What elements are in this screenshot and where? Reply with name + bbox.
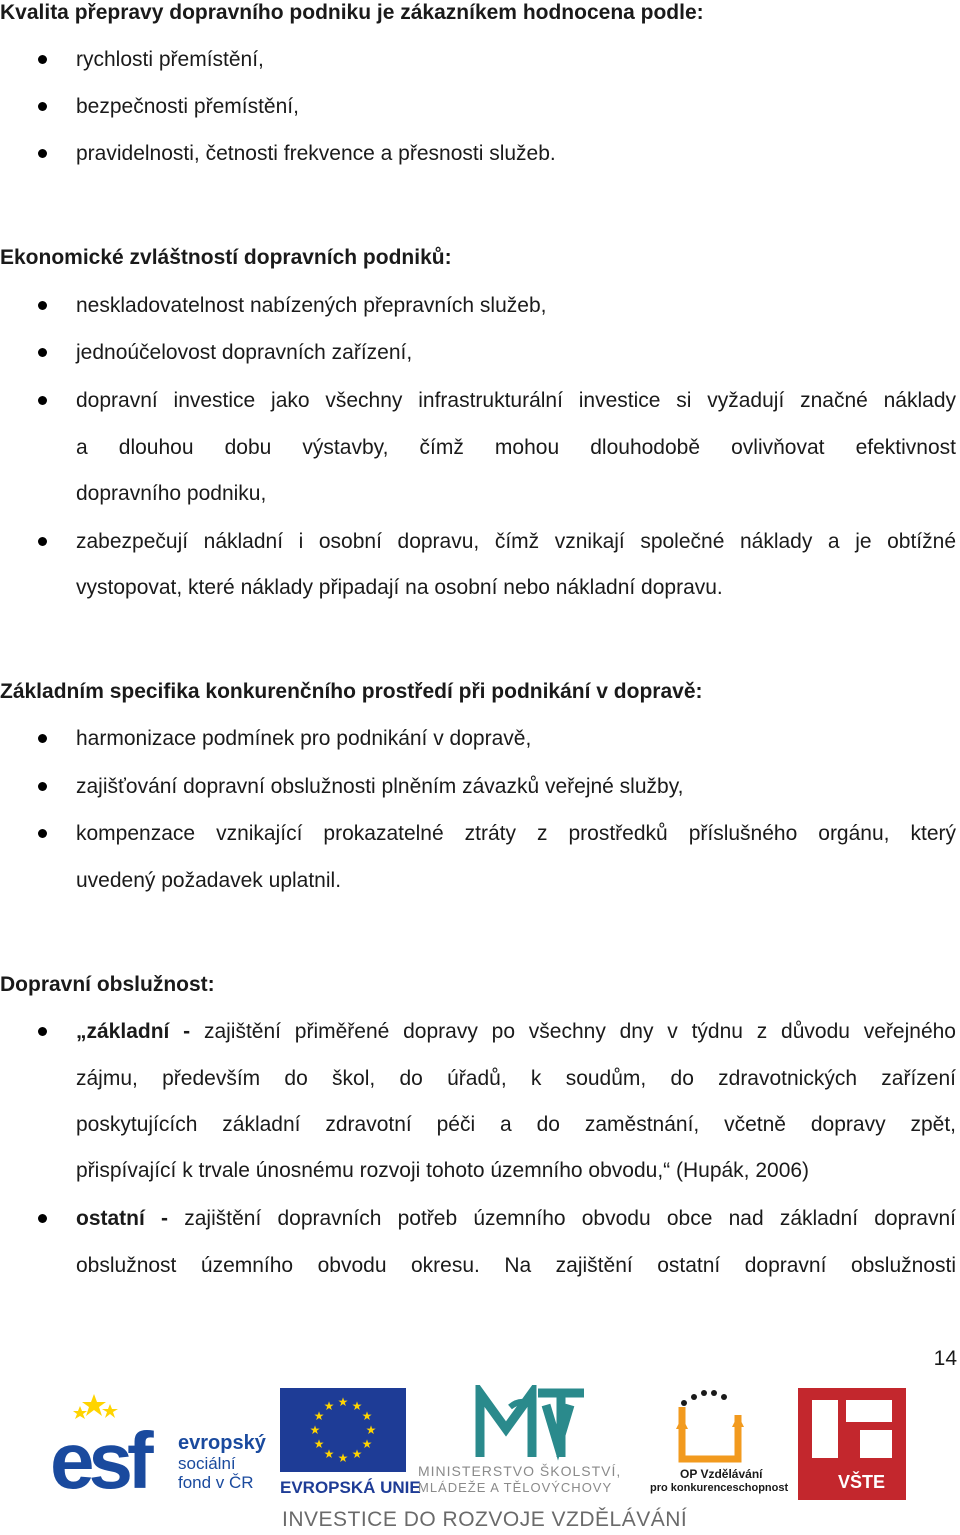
bullet [38, 55, 47, 64]
term-label: „základní - [76, 1020, 191, 1043]
list-item-text: harmonizace podmínek pro podnikání v dopravě, [76, 727, 532, 750]
list-item-text [76, 1206, 956, 1232]
footer-logos [0, 1380, 960, 1535]
esf-line2: sociální [178, 1454, 236, 1473]
eu-logo [280, 1388, 421, 1498]
svg-text:★: ★ [313, 1409, 325, 1423]
op-line2: pro konkurenceschopnost [650, 1482, 789, 1494]
section-heading: Dopravní obslužnost: [0, 973, 215, 996]
term-text: zajištění přiměřené dopravy po všechny dny v týdnu z důvodu veřejného [190, 1020, 956, 1043]
list-item-text: poskytujících základní zdravotní péči a do zaměstnání, včetně dopravy zpět, [76, 1113, 956, 1136]
vste-label: VŠTE [838, 1472, 886, 1492]
section-heading: Ekonomické zvláštností dopravních podniků: [0, 246, 452, 269]
msmt-mark-icon [418, 1385, 643, 1461]
msmt-line1: MINISTERSTVO ŠKOLSTVÍ, [418, 1463, 622, 1479]
bullet [38, 1214, 47, 1223]
list-item-text: a dlouhou dobu výstavby, čímž mohou dlouhodobě ovlivňovat efektivnost [76, 436, 956, 459]
list-item-text: uvedený požadavek uplatnil. [76, 869, 342, 892]
svg-text:★: ★ [361, 1409, 373, 1423]
term-text: zajištění dopravních potřeb územního obvodu obce nad základní dopravní [168, 1207, 956, 1230]
bullet [38, 149, 47, 158]
list-item-text: přispívající k trvale únosnému rozvoji tohoto územního obvodu,“ (Hupák, 2006) [76, 1159, 810, 1182]
svg-text:★: ★ [351, 1447, 363, 1461]
esf-line3: fond v ČR [178, 1473, 254, 1492]
footer-tagline: INVESTICE DO ROZVOJE VZDĚLÁVÁNÍ [282, 1508, 688, 1531]
list-item-text: zajišťování dopravní obslužnosti plněním závazků veřejné služby, [76, 775, 684, 798]
eu-flag-icon [280, 1388, 406, 1472]
bullet [38, 734, 47, 743]
list-item-text: neskladovatelnost nabízených přepravních služeb, [76, 294, 547, 317]
list-item-text [76, 1019, 956, 1045]
list-item-text: zájmu, především do škol, do úřadů, k soudům, do zdravotnických zařízení [76, 1067, 956, 1090]
svg-text:★: ★ [361, 1437, 373, 1451]
term-label: ostatní - [76, 1207, 169, 1230]
bullet [38, 396, 47, 405]
list-item-text: jednoúčelovost dopravních zařízení, [76, 341, 413, 364]
msmt-logo [418, 1385, 643, 1495]
op-logo [650, 1385, 795, 1495]
svg-text:esf: esf [50, 1416, 148, 1498]
esf-line1: evropský [178, 1432, 266, 1454]
bullet [38, 102, 47, 111]
list-item-text: dopravního podniku, [76, 482, 267, 505]
list-item-text: rychlosti přemístění, [76, 48, 264, 71]
bullet [38, 537, 47, 546]
vste-logo [798, 1388, 906, 1500]
eu-label: EVROPSKÁ UNIE [280, 1478, 421, 1497]
section-heading: Kvalita přepravy dopravního podniku je zákazníkem hodnocena podle: [0, 1, 704, 24]
esf-logo [50, 1388, 275, 1498]
svg-text:★: ★ [337, 1395, 349, 1409]
section-heading: Základním specifika konkurenčního prostředí při podnikání v dopravě: [0, 680, 703, 703]
svg-text:★: ★ [337, 1451, 349, 1465]
list-item-text: vystopovat, které náklady připadají na osobní nebo nákladní dopravu. [76, 576, 723, 599]
bullet [38, 348, 47, 357]
bullet [38, 1027, 47, 1036]
svg-text:★: ★ [323, 1447, 335, 1461]
list-item-text: bezpečnosti přemístění, [76, 95, 299, 118]
list-item-text: dopravní investice jako všechny infrastrukturální investice si vyžadují značné náklady [76, 389, 956, 412]
svg-text:★: ★ [351, 1399, 363, 1413]
bullet [38, 829, 47, 838]
list-item-text: kompenzace vznikající prokazatelné ztráty z prostředků příslušného orgánu, který [76, 822, 956, 845]
list-item-text: pravidelnosti, četnosti frekvence a přesnosti služeb. [76, 142, 556, 165]
op-line1: OP Vzdělávání [680, 1467, 763, 1481]
bullet [38, 782, 47, 791]
list-item-text: obslužnost územního obvodu okresu. Na zajištění ostatní dopravní obslužnosti [76, 1254, 956, 1277]
vste-mark-icon [798, 1388, 906, 1468]
svg-text:★: ★ [313, 1437, 325, 1451]
msmt-line2: MLÁDEŽE A TĚLOVÝCHOVY [418, 1480, 613, 1495]
svg-text:★: ★ [365, 1423, 377, 1437]
svg-text:★: ★ [323, 1399, 335, 1413]
bullet [38, 301, 47, 310]
list-item-text: zabezpečují nákladní i osobní dopravu, čímž vznikají společné náklady a je obtížné [76, 530, 956, 553]
page-number: 14 [933, 1347, 957, 1370]
op-mark-icon [650, 1385, 750, 1465]
esf-mark-icon [50, 1388, 175, 1498]
svg-text:★: ★ [309, 1423, 321, 1437]
